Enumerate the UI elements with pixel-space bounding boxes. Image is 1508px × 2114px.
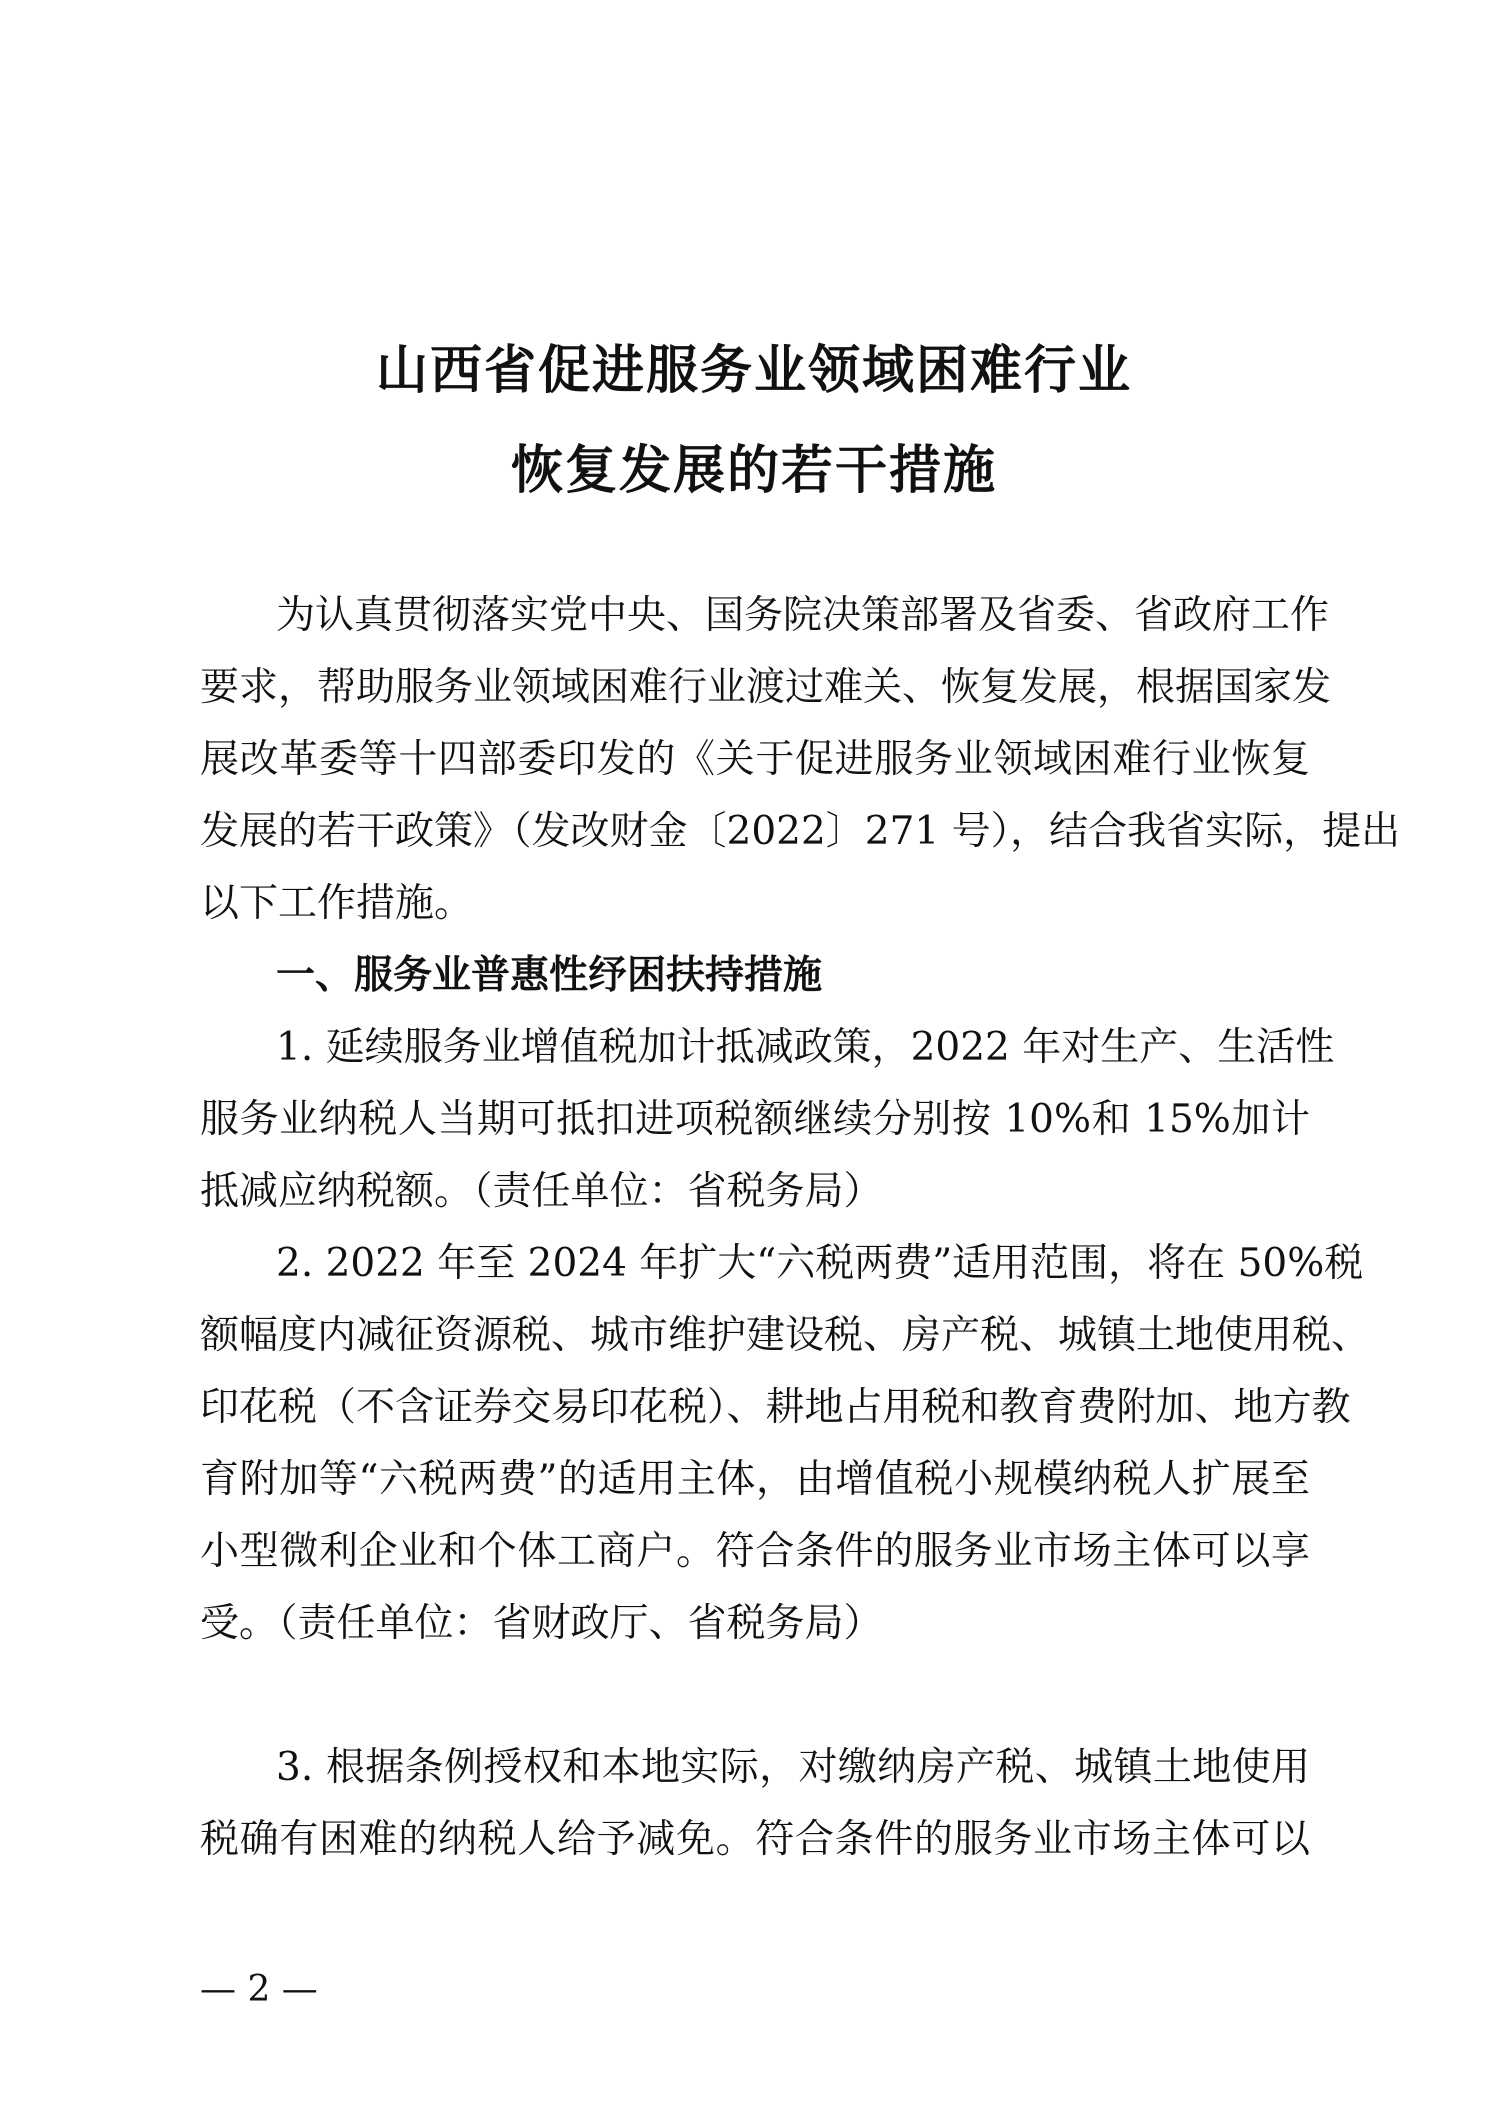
intro-line-4: 发展的若干政策》（发改财金〔2022〕271 号），结合我省实际，提出 [200, 809, 1401, 854]
document-title-line1: 山西省促进服务业领域困难行业 [375, 341, 1132, 401]
item3-line-1: 3. 根据条例授权和本地实际，对缴纳房产税、城镇土地使用 [276, 1745, 1310, 1790]
intro-line-5: 以下工作措施。 [200, 881, 474, 926]
intro-line-1: 为认真贯彻落实党中央、国务院决策部署及省委、省政府工作 [276, 593, 1330, 638]
intro-line-2: 要求，帮助服务业领域困难行业渡过难关、恢复发展，根据国家发 [200, 665, 1332, 710]
intro-line-3: 展改革委等十四部委印发的《关于促进服务业领域困难行业恢复 [200, 737, 1310, 782]
item3-line-2: 税确有困难的纳税人给予减免。符合条件的服务业市场主体可以 [200, 1817, 1310, 1862]
item2-line-1: 2. 2022 年至 2024 年扩大“六税两费”适用范围，将在 50%税 [276, 1241, 1364, 1286]
item2-line-5: 小型微利企业和个体工商户。符合条件的服务业市场主体可以享 [200, 1529, 1310, 1574]
item1-line-2: 服务业纳税人当期可抵扣进项税额继续分别按 10%和 15%加计 [200, 1097, 1310, 1142]
document-title-line2: 恢复发展的若干措施 [510, 441, 997, 501]
page-number: — 2 — [200, 1969, 318, 2010]
section-heading-1: 一、服务业普惠性纾困扶持措施 [276, 953, 823, 998]
item1-line-1: 1. 延续服务业增值税加计抵减政策，2022 年对生产、生活性 [276, 1025, 1335, 1070]
item2-line-6: 受。（责任单位：省财政厅、省税务局） [200, 1601, 883, 1646]
item2-line-2: 额幅度内减征资源税、城市维护建设税、房产税、城镇土地使用税、 [200, 1313, 1371, 1358]
item1-line-3: 抵减应纳税额。（责任单位：省税务局） [200, 1169, 883, 1214]
item2-line-4: 育附加等“六税两费”的适用主体，由增值税小规模纳税人扩展至 [200, 1457, 1310, 1502]
item2-line-3: 印花税（不含证券交易印花税）、耕地占用税和教育费附加、地方教 [200, 1385, 1351, 1430]
